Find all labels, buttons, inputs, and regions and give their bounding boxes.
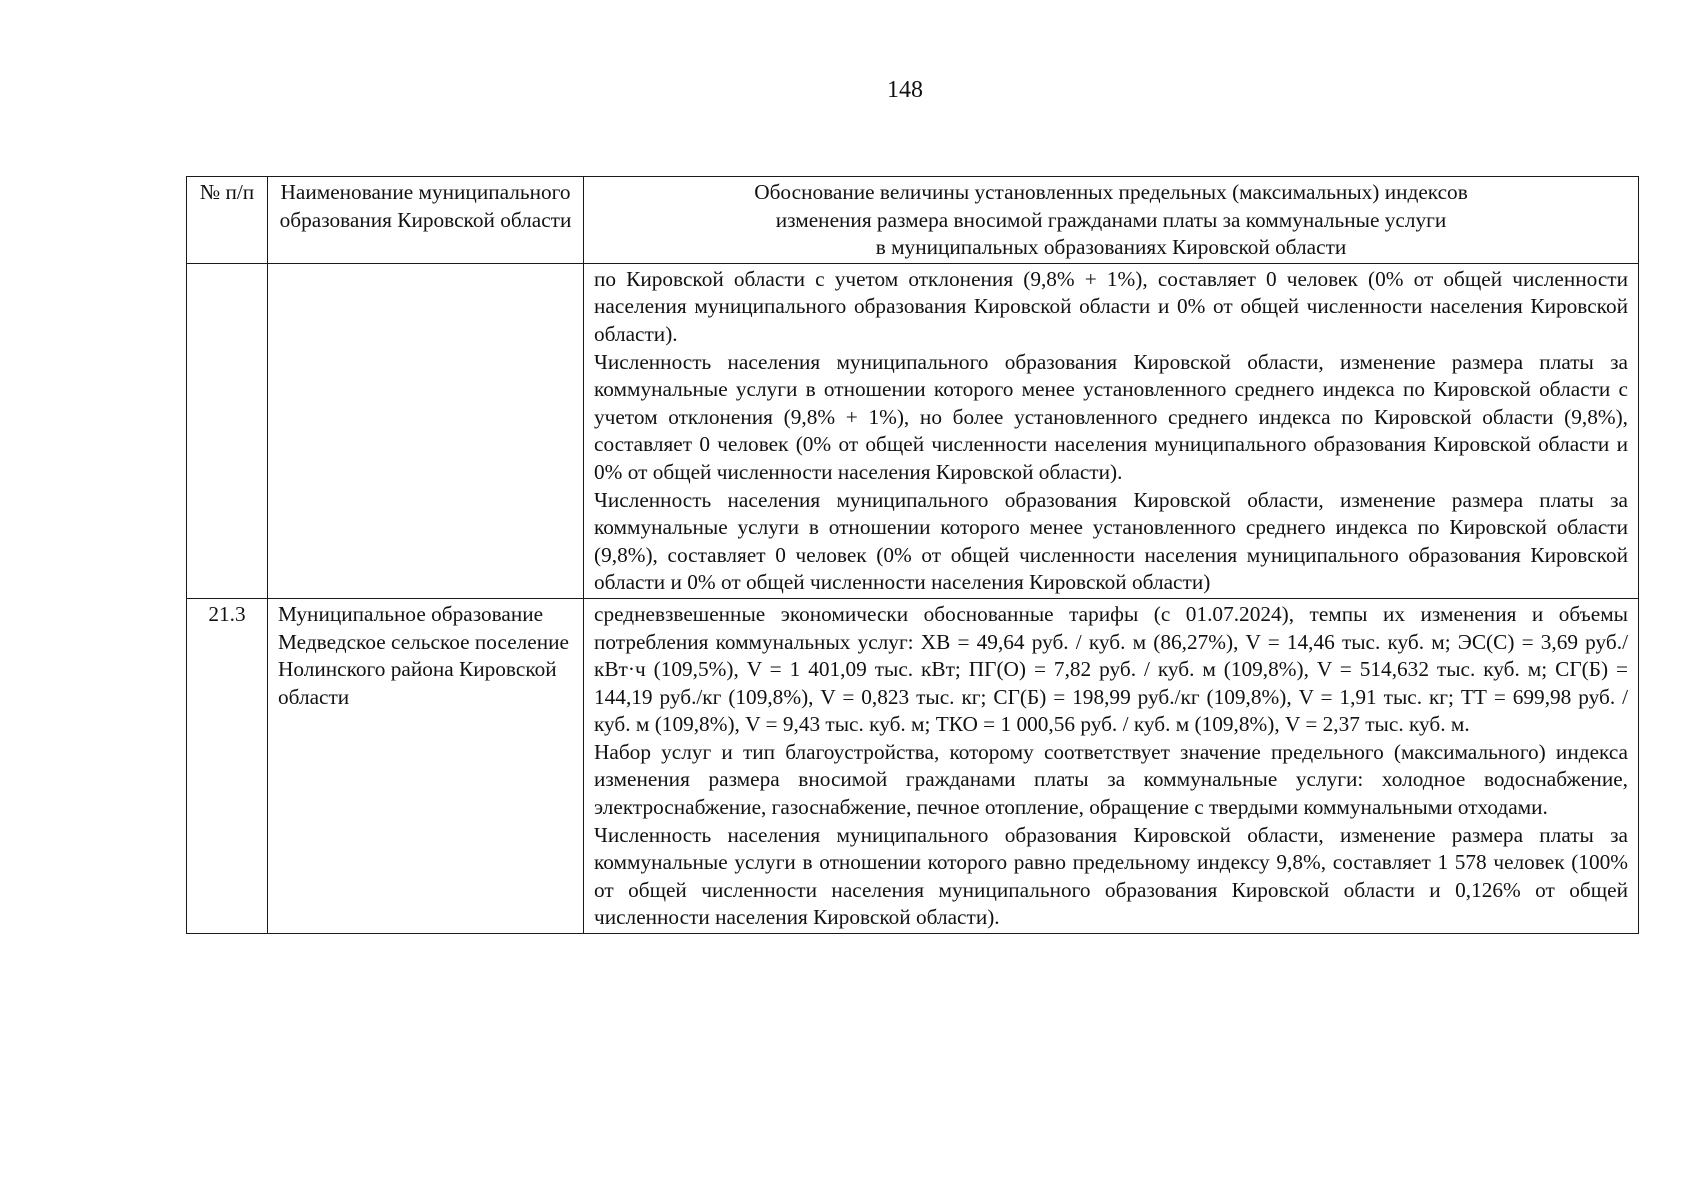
table-row xyxy=(187,263,1639,598)
justification-paragraph: Численность населения муниципального образования Кировской области, изменение размера платы за коммунальные услуги в отношении которого менее установленного среднего индекса по Кировской области с учетом отклонения (9,8% + 1%), но более установленного среднего индекса по Кировской области (9,8%), составляет 0 человек (0% от общей численности населения муниципального образования Кировской области и 0% от общей численности населения Кировской области). xyxy=(594,349,1628,484)
page-number: 148 xyxy=(887,77,923,103)
table-header-row xyxy=(187,177,1639,264)
row-municipality-name: Муниципальное образование Медведское сельское поселение Нолинского района Кировской области xyxy=(268,598,584,933)
row-number: 21.3 xyxy=(187,598,268,933)
justification-table xyxy=(186,176,1639,934)
justification-paragraph: средневзвешенные экономически обоснованные тарифы (с 01.07.2024), темпы их изменения и объемы потребления коммунальных услуг: ХВ = 49,64 руб. / куб. м (86,27%), V = 14,46 тыс. куб. м; ЭС(С) = 3,69 руб./кВт·ч (109,5%), V = 1 401,09 тыс. кВт; ПГ(О) = 7,82 руб. / куб. м (109,8%), V = 514,632 тыс. куб. м; СГ(Б) = 144,19 руб./кг (109,8%), V = 0,823 тыс. кг; СГ(Б) = 198,99 руб./кг (109,8%), V = 1,91 тыс. кг; ТТ = 699,98 руб. / куб. м (109,8%), V = 9,43 тыс. куб. м; ТКО = 1 000,56 руб. / куб. м (109,8%), V = 2,37 тыс. куб. м. xyxy=(594,601,1628,737)
header-justification-line: в муниципальных образованиях Кировской области xyxy=(875,235,1347,260)
table-row xyxy=(187,598,1639,933)
row-municipality-name xyxy=(268,263,584,598)
row-justification xyxy=(584,598,1639,933)
header-municipality-name: Наименование муниципального образования Кировской области xyxy=(268,177,584,264)
row-justification xyxy=(584,263,1639,598)
header-number: № п/п xyxy=(187,177,268,264)
justification-paragraph: Численность населения муниципального образования Кировской области, изменение размера платы за коммунальные услуги в отношении которого равно предельному индексу 9,8%, составляет 1 578 человек (100% от общей численности населения муниципального образования Кировской области и 0,126% от общей численности населения Кировской области). xyxy=(594,822,1628,930)
justification-paragraph: Численность населения муниципального образования Кировской области, изменение размера платы за коммунальные услуги в отношении которого менее установленного среднего индекса по Кировской области (9,8%), составляет 0 человек (0% от общей численности населения муниципального образования Кировской области и 0% от общей численности населения Кировской области) xyxy=(594,487,1628,595)
justification-paragraph: Набор услуг и тип благоустройства, которому соответствует значение предельного (максимального) индекса изменения размера вносимой гражданами платы за коммунальные услуги: холодное водоснабжение, электроснабжение, газоснабжение, печное отопление, обращение с твердыми коммунальными отходами. xyxy=(594,739,1628,820)
header-justification xyxy=(584,177,1639,264)
header-justification-line: изменения размера вносимой гражданами платы за коммунальные услуги xyxy=(775,207,1447,232)
justification-paragraph: по Кировской области с учетом отклонения (9,8% + 1%), составляет 0 человек (0% от общей численности населения муниципального образования Кировской области и 0% от общей численности населения Кировской области). xyxy=(594,266,1628,346)
row-number xyxy=(187,263,268,598)
header-justification-line: Обоснование величины установленных предельных (максимальных) индексов xyxy=(754,180,1468,204)
